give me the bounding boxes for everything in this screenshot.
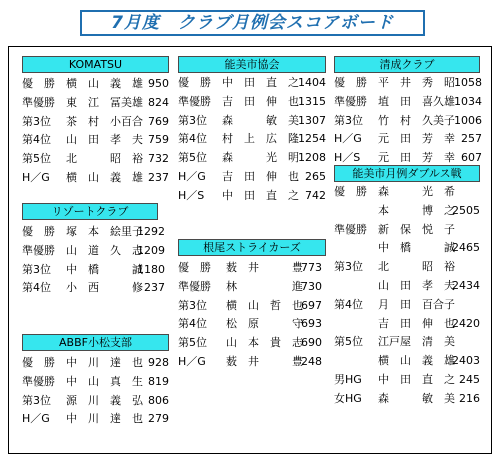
score-value: 759 (148, 133, 169, 147)
result-row (22, 279, 169, 298)
result-row (334, 221, 480, 240)
score-value: 928 (148, 356, 169, 369)
rank-label: H／G (22, 412, 50, 426)
rank-label: 第4位 (334, 297, 363, 311)
result-row (334, 74, 480, 93)
result-row (334, 277, 480, 296)
player-name: 林 進 (226, 279, 303, 293)
rank-label: 第4位 (178, 132, 207, 146)
score-value: 1404 (298, 76, 326, 89)
player-name: 薮 井 豊 (226, 354, 303, 368)
player-name: 中 橋 誠 (378, 241, 455, 255)
player-name: 源 川 義 弘 (66, 393, 143, 407)
player-name: 本 博 之 (378, 203, 455, 217)
result-row (334, 352, 480, 371)
score-value: 1209 (137, 243, 165, 257)
player-name: 東 江 冨美雄 (66, 95, 143, 109)
result-row (334, 315, 480, 334)
player-name: 北 昭 裕 (378, 260, 455, 274)
rank-label: 第4位 (22, 133, 51, 147)
player-name: 埴 田 喜久雄 (378, 94, 455, 108)
player-name: 月 田 百合子 (378, 297, 455, 311)
player-name: 横 山 義 雄 (66, 77, 143, 90)
rank-label: 優 勝 (178, 76, 211, 89)
result-row (178, 93, 326, 112)
result-row (22, 150, 169, 169)
rank-label: H／G (178, 354, 206, 368)
player-name: 新 保 悦 子 (378, 222, 455, 236)
player-name: 中 川 達 也 (66, 412, 143, 426)
result-row (22, 113, 169, 132)
score-value: 950 (148, 77, 169, 90)
rank-label: H／S (334, 151, 361, 165)
rank-label: H／G (178, 169, 206, 183)
rank-label: 第3位 (178, 113, 207, 127)
result-row (22, 354, 169, 373)
rank-label: H／G (334, 132, 362, 146)
rank-label: 優 勝 (22, 77, 55, 90)
rank-label: 第5位 (334, 335, 363, 349)
result-row (22, 410, 169, 429)
score-value: 697 (301, 298, 322, 312)
player-name: 松 原 守 (226, 317, 303, 331)
rank-label: 準優勝 (22, 243, 55, 257)
result-row (178, 130, 326, 149)
rank-label: 第3位 (334, 113, 363, 127)
player-name: 山 田 孝 夫 (66, 133, 143, 147)
player-name: 中 川 達 也 (66, 356, 143, 369)
result-row (22, 261, 169, 280)
player-name: 中 田 直 之 (222, 76, 299, 89)
result-row (178, 149, 326, 168)
result-row (334, 93, 480, 112)
result-row (22, 242, 169, 261)
score-value: 1006 (454, 113, 482, 127)
score-value: 279 (148, 412, 169, 426)
player-name: 竹 村 久美子 (378, 113, 455, 127)
rank-label: 第5位 (22, 152, 51, 166)
result-row (178, 334, 326, 353)
result-row (334, 239, 480, 258)
result-row (178, 259, 326, 278)
score-value: 769 (148, 114, 169, 128)
player-name: 塚 本 絵里子 (66, 225, 143, 238)
club-header: 根尾ストライカーズ (178, 239, 326, 256)
result-row (22, 94, 169, 113)
rank-label: 優 勝 (334, 185, 367, 198)
player-name: 横 山 義 雄 (378, 354, 455, 368)
rank-label: 準優勝 (178, 279, 211, 293)
result-row (22, 169, 169, 188)
player-name: 江戸屋 清 美 (378, 335, 455, 349)
player-name: 森 敏 美 (378, 391, 455, 405)
score-value: 1254 (298, 132, 326, 146)
player-name: 中 田 直 之 (222, 188, 299, 202)
club-block-abbf (22, 334, 169, 429)
club-block-komatsu (22, 56, 169, 188)
club-header: リゾートクラブ (22, 203, 158, 220)
player-name: 森 光 明 (222, 151, 299, 165)
club-header: ABBF小松支部 (22, 334, 169, 351)
score-value: 1292 (137, 225, 165, 238)
result-row (334, 130, 480, 149)
result-row (334, 296, 480, 315)
rank-label: 第3位 (334, 260, 363, 274)
player-name: 横 山 哲 也 (226, 298, 303, 312)
result-row (22, 131, 169, 150)
player-name: 茶 村 小百合 (66, 114, 143, 128)
score-value: 1180 (137, 262, 165, 276)
rank-label: 優 勝 (22, 356, 55, 369)
score-value: 1034 (454, 94, 482, 108)
player-name: 中 山 真 生 (66, 374, 143, 388)
rank-label: H／G (22, 170, 50, 184)
rank-label: 第5位 (178, 336, 207, 350)
result-row (178, 74, 326, 93)
rank-label: 優 勝 (334, 76, 367, 89)
player-name: 小 西 修 (66, 281, 143, 295)
score-value: 2420 (452, 316, 480, 330)
result-row (178, 112, 326, 131)
player-name: 中 橋 誠 (66, 262, 143, 276)
score-value: 732 (148, 152, 169, 166)
result-row (178, 278, 326, 297)
score-value: 1307 (298, 113, 326, 127)
score-value: 237 (148, 170, 169, 184)
result-row (22, 75, 169, 94)
score-value: 690 (301, 336, 322, 350)
player-name: 村 上 広 隆 (222, 132, 299, 146)
club-block-nomi (178, 56, 326, 206)
score-value: 742 (305, 188, 326, 202)
player-name: 森 光 希 (378, 185, 455, 198)
result-row (334, 202, 480, 221)
rank-label: 優 勝 (178, 261, 211, 274)
page-title: 7月度 クラブ月例会スコアボード (80, 10, 425, 36)
rank-label: 男HG (334, 372, 362, 386)
rank-label: 準優勝 (178, 94, 211, 108)
rank-label: 優 勝 (22, 225, 55, 238)
rank-label: 第3位 (22, 393, 51, 407)
result-row (334, 258, 480, 277)
rank-label: H／S (178, 188, 205, 202)
rank-label: 第4位 (22, 281, 51, 295)
score-value: 693 (301, 317, 322, 331)
rank-label: 第5位 (178, 151, 207, 165)
score-value: 1058 (454, 76, 482, 89)
player-name: 薮 井 豊 (226, 261, 303, 274)
score-value: 1315 (298, 94, 326, 108)
rank-label: 第4位 (178, 317, 207, 331)
club-block-neo-strikers (178, 239, 326, 372)
rank-label: 第3位 (22, 114, 51, 128)
player-name: 吉 田 伸 也 (378, 316, 455, 330)
player-name: 元 田 芳 幸 (378, 132, 455, 146)
player-name: 吉 田 伸 也 (222, 169, 299, 183)
rank-label: 準優勝 (334, 94, 367, 108)
rank-label: 準優勝 (22, 374, 55, 388)
player-name: 北 昭 裕 (66, 152, 143, 166)
score-value: 773 (301, 261, 322, 274)
club-header: KOMATSU (22, 56, 169, 73)
result-row (334, 112, 480, 131)
score-value: 730 (301, 279, 322, 293)
score-value: 806 (148, 393, 169, 407)
player-name: 山 道 久 志 (66, 243, 143, 257)
score-value: 248 (301, 354, 322, 368)
player-name: 元 田 芳 幸 (378, 151, 455, 165)
result-row (22, 392, 169, 411)
score-value: 2505 (452, 203, 480, 217)
club-header: 能美市月例ダブルス戦 (334, 165, 480, 182)
result-row (22, 223, 169, 242)
result-row (178, 187, 326, 206)
player-name: 山 田 孝 夫 (378, 278, 455, 292)
club-block-resort (22, 203, 169, 298)
player-name: 平 井 秀 昭 (378, 76, 455, 89)
result-row (334, 390, 480, 409)
result-row (334, 371, 480, 390)
rank-label: 女HG (334, 391, 362, 405)
score-value: 237 (144, 281, 165, 295)
rank-label: 第3位 (22, 262, 51, 276)
club-block-doubles (334, 165, 480, 409)
player-name: 森 敏 美 (222, 113, 299, 127)
player-name: 山 本 貴 志 (226, 336, 303, 350)
result-row (334, 333, 480, 352)
result-row (178, 315, 326, 334)
rank-label: 準優勝 (22, 95, 55, 109)
score-value: 1208 (298, 151, 326, 165)
score-value: 245 (459, 372, 480, 386)
club-block-seisei (334, 56, 480, 168)
rank-label: 第3位 (178, 298, 207, 312)
score-value: 216 (459, 391, 480, 405)
player-name: 横 山 義 雄 (66, 170, 143, 184)
score-value: 824 (148, 95, 169, 109)
score-value: 257 (461, 132, 482, 146)
club-header: 能美市協会 (178, 56, 326, 73)
result-row (178, 297, 326, 316)
score-value: 265 (305, 169, 326, 183)
score-value: 607 (461, 151, 482, 165)
score-value: 2434 (452, 278, 480, 292)
player-name: 中 田 直 之 (378, 372, 455, 386)
result-row (178, 168, 326, 187)
result-row (22, 373, 169, 392)
score-value: 2403 (452, 354, 480, 368)
result-row (178, 353, 326, 372)
player-name: 吉 田 伸 也 (222, 94, 299, 108)
result-row (334, 183, 480, 202)
rank-label: 準優勝 (334, 222, 367, 236)
score-value: 2465 (452, 241, 480, 255)
club-header: 清成クラブ (334, 56, 480, 73)
score-value: 819 (148, 374, 169, 388)
